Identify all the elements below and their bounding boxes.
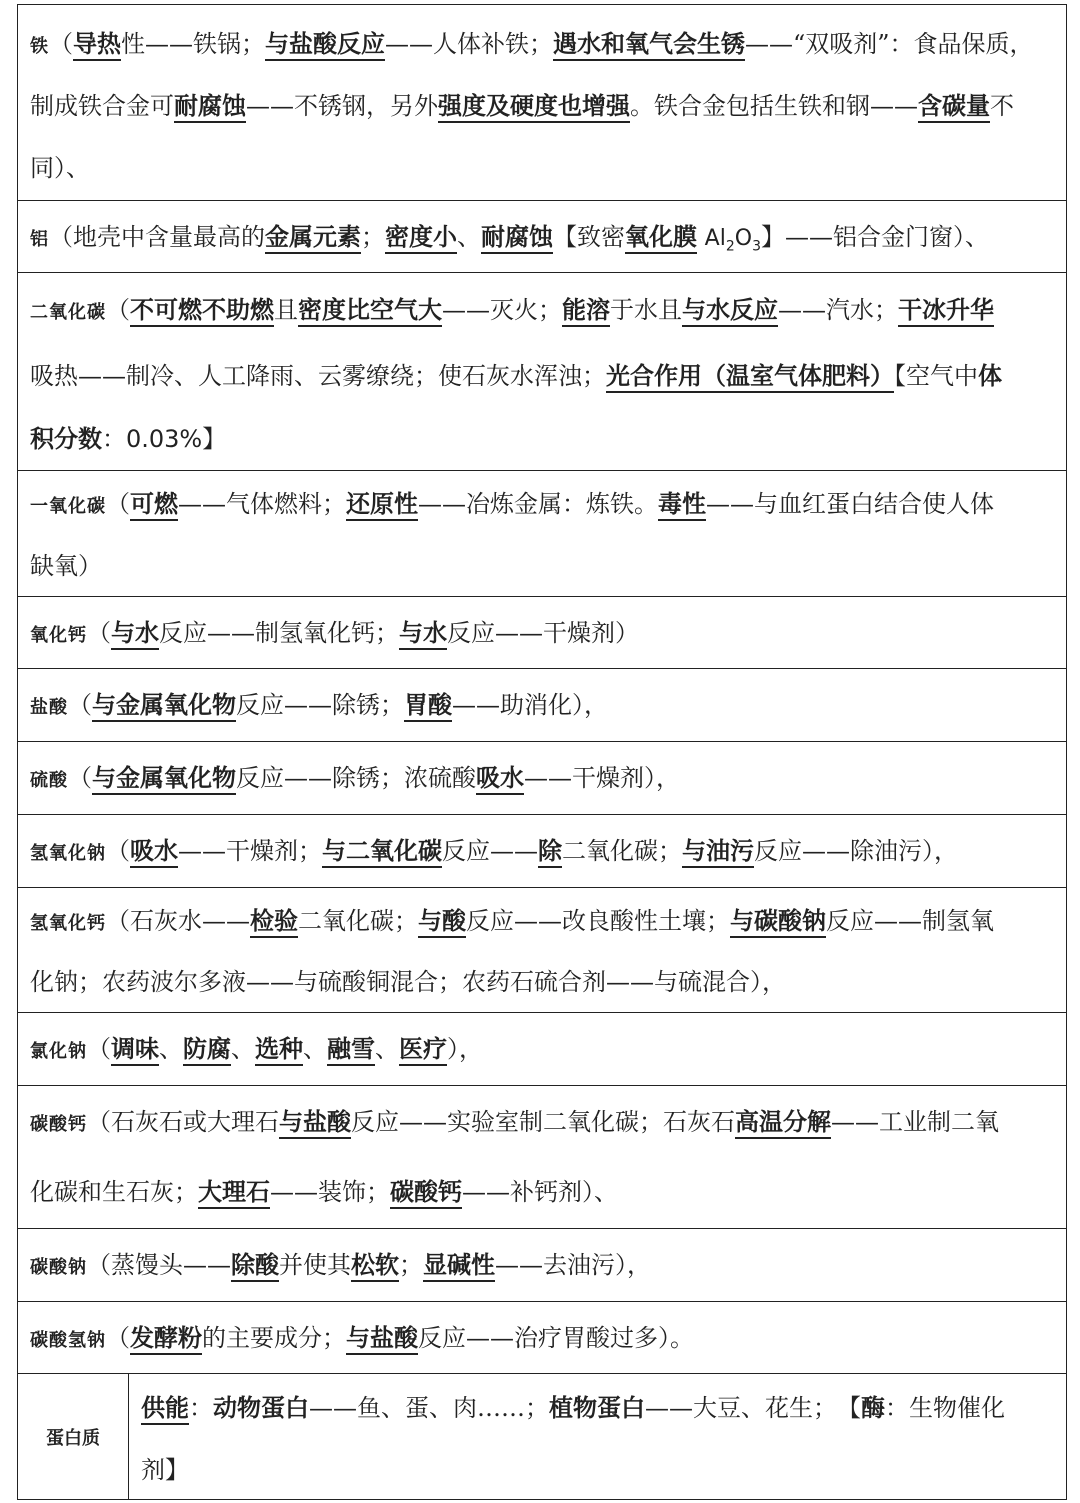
term-label: 硫酸	[30, 770, 68, 791]
text: ——去油污），	[495, 1251, 651, 1279]
line	[30, 742, 1054, 815]
row-nahco3	[18, 1302, 1066, 1374]
text: （	[68, 691, 92, 719]
text: ——干燥剂），	[524, 764, 680, 792]
line	[141, 1374, 1054, 1442]
text: （	[68, 764, 92, 792]
text: 、	[375, 1035, 399, 1063]
bold-text: 积分数	[30, 425, 102, 453]
text: ——鱼、蛋、肉……；	[309, 1394, 549, 1422]
keyword: 检验	[250, 907, 298, 938]
text: ：	[189, 1394, 213, 1422]
text: 缺氧）	[30, 552, 102, 580]
text: （	[106, 1324, 130, 1352]
keyword: 遇水和氧气会生锈	[553, 30, 745, 61]
keyword: 含碳量	[918, 92, 990, 123]
term-label: 蛋白质	[46, 1427, 100, 1449]
text: 反应——改良酸性土壤；	[466, 907, 730, 935]
row-na2co3	[18, 1229, 1066, 1302]
text: 二氧化碳；	[562, 837, 682, 865]
line	[30, 1086, 1054, 1158]
text: （石灰石或大理石	[87, 1108, 279, 1136]
text: （	[106, 837, 130, 865]
text: 反应——制氢氧	[826, 907, 994, 935]
keyword: 可燃	[130, 490, 178, 521]
keyword: 导热	[73, 30, 121, 61]
term-label: 二氧化碳	[30, 302, 106, 323]
line	[30, 137, 1054, 199]
keyword: 能溶	[562, 296, 610, 327]
bold-text: 动物蛋白	[213, 1394, 309, 1422]
line	[30, 75, 1054, 137]
line	[30, 201, 1054, 273]
term-label-cell	[18, 1374, 129, 1499]
text: 【空气中	[894, 362, 978, 390]
text: 同）、	[30, 154, 90, 182]
text: （	[49, 30, 73, 58]
keyword: 调味	[111, 1035, 159, 1066]
line	[30, 1158, 1054, 1226]
bold-text: 体	[978, 362, 1002, 390]
keyword: 与水反应	[682, 296, 778, 327]
term-label: 碳酸钠	[30, 1257, 87, 1278]
keyword: 除酸	[231, 1251, 279, 1282]
text: ——干燥剂；	[178, 837, 322, 865]
text: ——人体补铁；	[385, 30, 553, 58]
subscript: 3	[752, 238, 761, 255]
text: 的主要成分；	[202, 1324, 346, 1352]
text: （石灰水——	[106, 907, 250, 935]
row-h2so4	[18, 742, 1066, 815]
text: 反应——治疗胃酸过多）。	[418, 1324, 694, 1352]
keyword: 碳酸钙	[390, 1178, 462, 1209]
term-label: 一氧化碳	[30, 496, 106, 517]
text: 反应——除油污），	[754, 837, 958, 865]
term-label: 碳酸钙	[30, 1114, 87, 1135]
text: 【致密	[553, 223, 625, 251]
text: 并使其	[279, 1251, 351, 1279]
term-label: 氧化钙	[30, 625, 87, 646]
line	[30, 815, 1054, 888]
term-label: 铝	[30, 229, 49, 250]
text: ——补钙剂）、	[462, 1178, 618, 1206]
line	[30, 1013, 1054, 1086]
keyword: 氧化膜	[625, 223, 697, 254]
term-label: 铁	[30, 36, 49, 57]
keyword: 与水	[399, 619, 447, 650]
row-protein	[18, 1374, 1066, 1500]
keyword: 与盐酸	[279, 1108, 351, 1139]
content-cell	[129, 1374, 1066, 1499]
text: 反应——除锈；浓硫酸	[236, 764, 476, 792]
text: 】——铝合金门窗）、	[760, 223, 989, 251]
line	[30, 597, 1054, 669]
row-naoh	[18, 815, 1066, 888]
row-caoh2	[18, 888, 1066, 1013]
line	[30, 669, 1054, 742]
keyword: 大理石	[198, 1178, 270, 1209]
text: 反应——	[442, 837, 538, 865]
text: 、	[231, 1035, 255, 1063]
line	[141, 1442, 1054, 1498]
text: 反应——干燥剂）	[447, 619, 639, 647]
text: 化碳和生石灰；	[30, 1178, 198, 1206]
keyword: 与金属氧化物	[92, 691, 236, 722]
keyword: 金属元素	[265, 223, 361, 254]
keyword: 防腐	[183, 1035, 231, 1066]
keyword: 胃酸	[404, 691, 452, 722]
row-nacl	[18, 1013, 1066, 1086]
term-label: 氯化钠	[30, 1041, 87, 1062]
text: （	[87, 619, 111, 647]
knowledge-table	[17, 4, 1067, 1500]
keyword: 耐腐蚀	[481, 223, 553, 254]
text: 反应——实验室制二氧化碳；石灰石	[351, 1108, 735, 1136]
text: ——与血红蛋白结合使人体	[706, 490, 994, 518]
text: 于水且	[610, 296, 682, 324]
keyword: 高温分解	[735, 1108, 831, 1139]
keyword: 毒性	[658, 490, 706, 521]
line	[30, 954, 1054, 1010]
line	[30, 409, 1054, 469]
text: 剂】	[141, 1456, 189, 1484]
line	[30, 888, 1054, 954]
subscript: 2	[725, 238, 735, 255]
keyword: 吸水	[476, 764, 524, 795]
keyword: 显碱性	[423, 1251, 495, 1282]
text: ——灭火；	[442, 296, 562, 324]
keyword: 密度比空气大	[298, 296, 442, 327]
bold-text: 酶	[861, 1394, 885, 1422]
text: 、	[159, 1035, 183, 1063]
keyword: 与水	[111, 619, 159, 650]
keyword: 与盐酸	[346, 1324, 418, 1355]
formula-al2o3	[704, 226, 761, 255]
keyword: 密度小	[385, 223, 457, 254]
keyword: 光合作用（温室气体肥料）	[606, 362, 894, 393]
line	[30, 537, 1054, 595]
text: （	[87, 1035, 111, 1063]
text: （蒸馒头——	[87, 1251, 231, 1279]
keyword: 与金属氧化物	[92, 764, 236, 795]
text: 、	[303, 1035, 327, 1063]
line	[30, 471, 1054, 537]
keyword: 与二氧化碳	[322, 837, 442, 868]
text: ；	[361, 223, 385, 251]
text: 反应——除锈；	[236, 691, 404, 719]
text: ——工业制二氧	[831, 1108, 999, 1136]
keyword: 与碳酸钠	[730, 907, 826, 938]
text: 反应——制氢氧化钙；	[159, 619, 399, 647]
line	[30, 277, 1054, 343]
keyword: 干冰升华	[898, 296, 994, 327]
keyword: 医疗	[399, 1035, 447, 1066]
keyword: 与盐酸反应	[265, 30, 385, 61]
text: ——装饰；	[270, 1178, 390, 1206]
text: Al	[704, 226, 726, 251]
text: 制成铁合金可	[30, 92, 174, 120]
text: 二氧化碳；	[298, 907, 418, 935]
term-label: 碳酸氢钠	[30, 1330, 106, 1351]
keyword: 选种	[255, 1035, 303, 1066]
line	[30, 1229, 1054, 1302]
keyword: 强度及硬度也增强	[438, 92, 630, 123]
keyword: 融雪	[327, 1035, 375, 1066]
term-label: 盐酸	[30, 697, 68, 718]
text: （	[106, 490, 130, 518]
text: 。铁合金包括生铁和钢——	[630, 92, 918, 120]
text: O	[734, 226, 753, 251]
keyword: 松软	[351, 1251, 399, 1282]
keyword: 不可燃不助燃	[130, 296, 274, 327]
text: ——汽水；	[778, 296, 898, 324]
text: 不	[990, 92, 1014, 120]
term-label: 氢氧化钠	[30, 843, 106, 864]
text: 性——铁锅；	[121, 30, 265, 58]
bold-text: 植物蛋白	[549, 1394, 645, 1422]
text: 化钠；农药波尔多液——与硫酸铜混合；农药石硫合剂——与硫混合），	[30, 968, 786, 996]
text: ），	[447, 1035, 483, 1063]
row-co	[18, 471, 1066, 597]
text: （	[106, 296, 130, 324]
text: ——大豆、花生； 【	[645, 1394, 861, 1422]
text: 且	[274, 296, 298, 324]
keyword: 还原性	[346, 490, 418, 521]
text: 、	[457, 223, 481, 251]
row-iron	[18, 5, 1066, 201]
line	[30, 13, 1054, 75]
term-label: 氢氧化钙	[30, 913, 106, 934]
text: ——不锈钢，另外	[246, 92, 438, 120]
row-hcl	[18, 669, 1066, 742]
row-cao	[18, 597, 1066, 669]
line	[30, 1302, 1054, 1374]
text: ——“双吸剂”：食品保质，	[745, 30, 1034, 58]
text: ：生物催化	[885, 1394, 1005, 1422]
text: 吸热——制冷、人工降雨、云雾缭绕；使石灰水浑浊；	[30, 362, 606, 390]
keyword: 发酵粉	[130, 1324, 202, 1355]
line	[30, 343, 1054, 409]
row-co2	[18, 273, 1066, 471]
keyword: 吸水	[130, 837, 178, 868]
text: ——冶炼金属：炼铁。	[418, 490, 658, 518]
text: （地壳中含量最高的	[49, 223, 265, 251]
row-aluminum	[18, 201, 1066, 273]
bold-text: ：0.03%】	[102, 425, 227, 453]
row-caco3	[18, 1086, 1066, 1229]
text: ；	[399, 1251, 423, 1279]
keyword: 耐腐蚀	[174, 92, 246, 123]
text: ——气体燃料；	[178, 490, 346, 518]
keyword: 与酸	[418, 907, 466, 938]
text: ——助消化），	[452, 691, 608, 719]
keyword: 除	[538, 837, 562, 868]
keyword: 与油污	[682, 837, 754, 868]
keyword: 供能	[141, 1394, 189, 1425]
